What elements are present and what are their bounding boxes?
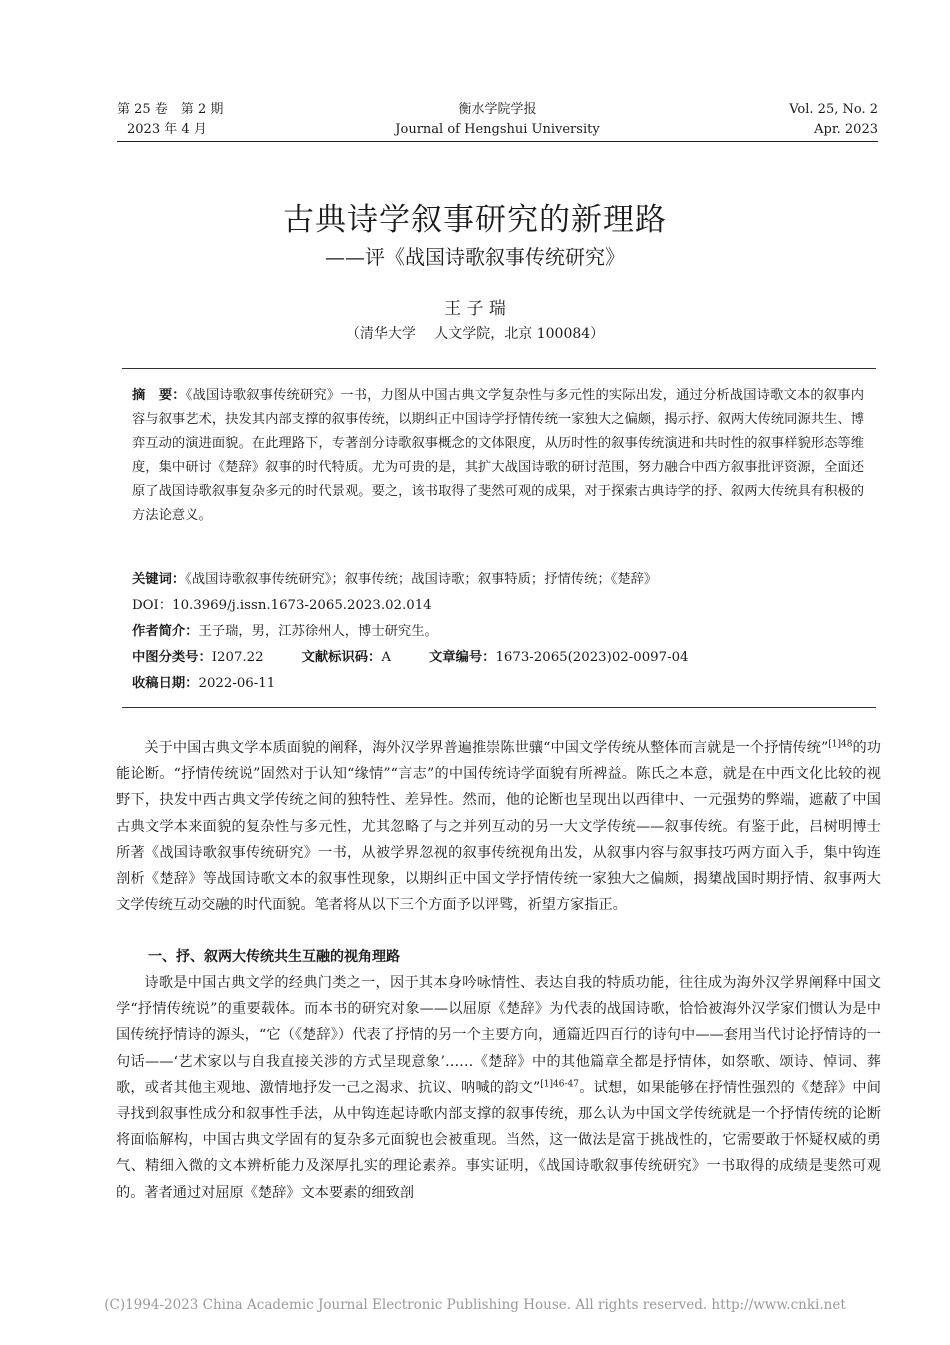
date-en: Apr. 2023 [814, 122, 878, 137]
abstract-text: 《战国诗歌叙事传统研究》一书，力图从中国古典文学复杂性与多元性的实际出发，通过分析战国诗歌文本的叙事内容与叙事艺术，抉发其内部支撑的叙事传统，以期纠正中国诗学抒情传统一家独大之偏颇，揭示抒、叙两大传统同源共生、博弈互动的演进面貌。在此理路下，专著剖分诗歌叙事概念的文体限度，从历时性的叙事传统演进和共时性的叙事样貌形态等维度，集中研讨《楚辞》叙事的时代特质。尤为可贵的是，其扩大战国诗歌的研讨范围，努力融合中西方叙事批评资源，全面还原了战国诗歌叙事复杂多元的时代景观。要之，该书取得了斐然可观的成果，对于探索古典诗学的抒、叙两大传统具有积极的方法论意义。 [132, 388, 864, 523]
keywords-line [132, 568, 864, 592]
header-center [117, 100, 878, 140]
volume-cn: 第 25 卷 第 2 期 [117, 102, 224, 117]
p1-text-b: 的功能论断。“抒情传统说”固然对于认知“缘情”“言志”的中国传统诗学面貌有所裨益。陈氏之本意，就是在中西文化比较的视野下，抉发中西古典文学传统之间的独特性、差异性。然而，他的论断也呈现出以西律中、一元强势的弊端，遮蔽了中国古典文学本来面貌的复杂性与多元性，尤其忽略了与之并列互动的另一大文学传统——叙事传统。有鉴于此，吕树明博士所著《战国诗歌叙事传统研究》一书，从被学界忽视的叙事传统视角出发，从叙事内容与叙事技巧两方面入手，集中钩连剖析《楚辞》等战国诗歌文本的叙事性现象，以期纠正中国文学抒情传统一家独大之偏颇，揭橥战国时期抒情、叙事两大文学传统互动交融的时代面貌。笔者将从以下三个方面予以评骘，祈望方家指正。 [116, 740, 881, 914]
abstract-top-rule [122, 368, 876, 369]
running-header [117, 100, 878, 140]
date-cn: 2023 年 4 月 [127, 122, 207, 137]
article-no-value: 1673-2065(2023)02-0097-04 [495, 650, 689, 665]
doc-code-value: A [381, 650, 391, 665]
citation-ref: [1]46-47 [540, 1079, 579, 1090]
p2-text-b: 。试想，如果能够在抒情性强烈的《楚辞》中间寻找到叙事性成分和叙事性手法，从中钩连起诗歌内部支撑的叙事传统，那么认为中国文学传统就是一个抒情传统的论断将面临解构，中国古典文学固有的复杂多元面貌也会被重现。当然，这一做法是富于挑战性的，它需要敢于怀疑权威的勇气、精细入微的文本辨析能力及深厚扎实的理论素养。事实证明，《战国诗歌叙事传统研究》一书取得的成绩是斐然可观的。著者通过对屈原《楚辞》文本要素的细致剖 [116, 1079, 881, 1201]
abstract-bottom-rule [122, 707, 876, 708]
author-affiliation: （清华大学 人文学院，北京 100084） [345, 326, 605, 342]
doi-line: DOI：10.3969/j.issn.1673-2065.2023.02.014 [132, 598, 432, 613]
received-line [132, 672, 864, 696]
author-info-line [132, 620, 864, 644]
author-name: 王 子 瑞 [444, 299, 506, 319]
received-label: 收稿日期： [132, 676, 199, 691]
classification-line [132, 646, 864, 670]
header-right [789, 100, 878, 140]
section-heading-1: 一、抒、叙两大传统共生互融的视角理路 [148, 949, 400, 965]
keywords-text: 《战国诗歌叙事传统研究》；叙事传统；战国诗歌；叙事特质；抒情传统；《楚辞》 [185, 572, 658, 587]
p2-text-a: 诗歌是中国古典文学的经典门类之一，因于其本身吟咏情性、表达自我的特质功能，往往成为海外汉学界阐释中国文学“抒情传统说”的重要载体。而本书的研究对象——以屈原《楚辞》为代表的战国诗歌，恰恰被海外汉学家们惯认为是中国传统抒情诗的源头，“它（《楚辞》）代表了抒情的另一个主要方向，通篇近四百行的诗句中——套用当代讨论抒情诗的一句话——‘艺术家以与自我直接关涉的方式呈现意象’……《楚辞》中的其他篇章全都是抒情体，如祭歌、颂诗、悼词、葬歌，或者其他主观地、激情地抒发一己之渴求、抗议、呐喊的韵文” [116, 975, 881, 1096]
clc-value: I207.22 [211, 650, 264, 665]
body-paragraph-1 [116, 735, 881, 918]
body-paragraph-2 [116, 970, 881, 1206]
volume-en: Vol. 25, No. 2 [789, 102, 878, 117]
article-no-label: 文章编号： [428, 650, 496, 665]
received-value: 2022-06-11 [198, 676, 276, 691]
citation-ref: [1]48 [828, 739, 853, 750]
clc-label: 中图分类号： [132, 650, 212, 665]
header-rule [117, 141, 878, 142]
journal-name-en: Journal of Hengshui University [395, 122, 600, 137]
abstract [132, 384, 864, 528]
abstract-label: 摘 要： [132, 388, 186, 403]
article-title: 古典诗学叙事研究的新理路 [283, 202, 667, 238]
journal-name-cn: 衡水学院学报 [458, 102, 537, 117]
keywords-label: 关键词： [132, 572, 186, 587]
p1-text-a: 关于中国古典文学本质面貌的阐释，海外汉学界普遍推崇陈世骧“中国文学传统从整体而言就是一个抒情传统” [144, 740, 829, 756]
author-info-label: 作者简介： [132, 624, 199, 639]
copyright-footer: (C)1994-2023 China Academic Journal Electronic Publishing House. All rights reserved. http://www.cnki.net [104, 1297, 846, 1313]
article-subtitle: ——评《战国诗歌叙事传统研究》 [325, 245, 625, 269]
doc-code-label: 文献标识码： [301, 650, 382, 665]
author-info-text: 王子瑞，男，江苏徐州人，博士研究生。 [198, 624, 438, 639]
